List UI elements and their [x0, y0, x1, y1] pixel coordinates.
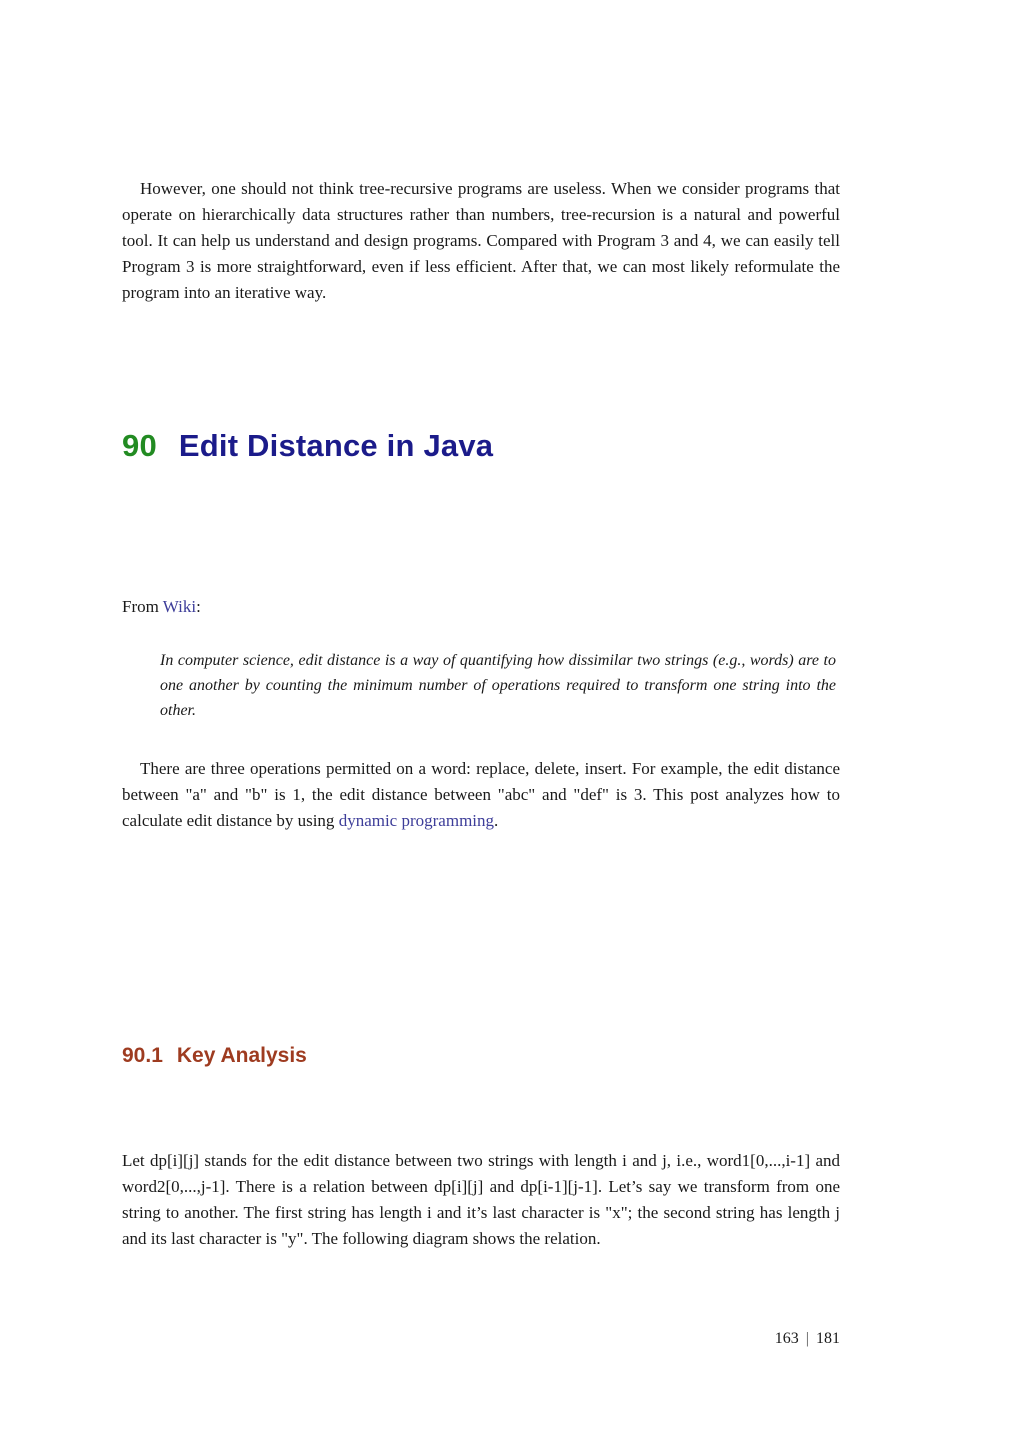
section-heading: [122, 428, 493, 464]
page-footer: [122, 1330, 840, 1348]
from-line: [122, 594, 840, 620]
section-number: 90: [122, 428, 157, 463]
from-colon: :: [196, 597, 201, 616]
total-pages: 181: [816, 1330, 840, 1347]
subsection-title: Key Analysis: [176, 1044, 307, 1067]
page-number: 163: [774, 1330, 799, 1347]
paragraph-operations: [122, 756, 840, 834]
wiki-link[interactable]: Wiki: [162, 597, 197, 616]
paragraph-operations-end: .: [494, 811, 499, 830]
block-quote: In computer science, edit distance is a way of quantifying how dissimilar two strings (e.g., words) are to one another by counting the minimum number of operations required to transform one string into the other.: [160, 652, 836, 719]
dynamic-programming-link[interactable]: dynamic programming: [338, 811, 495, 830]
paragraph-analysis: Let dp[i][j] stands for the edit distance between two strings with length i and j, i.e., word1[0,...,i-1] and word2[0,...,j-1]. There is a relation between dp[i][j] and dp[i-1][j-1]. Let’s say we transform from one string to another. The first string has length i and it’s last character is "x"; the second string has length j and its last character is "y". The following diagram shows the relation.: [122, 1151, 840, 1248]
subsection-number: 90.1: [122, 1044, 163, 1067]
footer-separator: |: [805, 1330, 809, 1347]
subsection-heading: [122, 1044, 307, 1068]
section-title: Edit Distance in Java: [178, 428, 494, 463]
paragraph-intro: However, one should not think tree-recursive programs are useless. When we consider programs that operate on hierarchically data structures rather than numbers, tree-recursion is a natural and powerful tool. It can help us understand and design programs. Compared with Program 3 and 4, we can easily tell Program 3 is more straightforward, even if less efficient. After that, we can most likely reformulate the program into an iterative way.: [122, 179, 840, 302]
paragraph-operations-text: There are three operations permitted on a word: replace, delete, insert. For example, the edit distance between "a" and "b" is 1, the edit distance between "abc" and "def" is 3. This post analyzes how to calculate edit distance by using: [122, 759, 840, 830]
from-label: From: [122, 597, 163, 616]
